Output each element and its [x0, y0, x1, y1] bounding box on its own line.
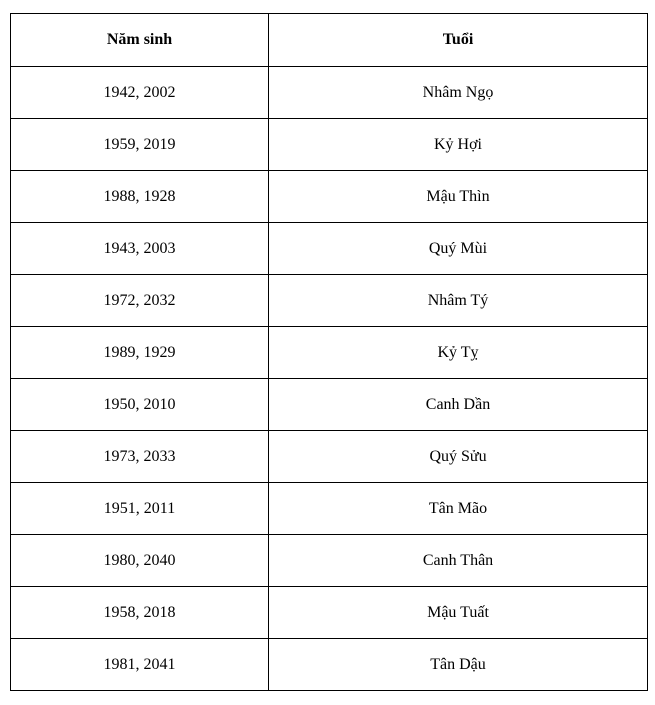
zodiac-cell: Mậu Thìn [269, 171, 648, 223]
zodiac-cell: Quý Mùi [269, 223, 648, 275]
birth-year-cell: 1989, 1929 [11, 327, 269, 379]
table-row [11, 379, 648, 431]
zodiac-cell: Kỷ Hợi [269, 119, 648, 171]
zodiac-cell: Nhâm Tý [269, 275, 648, 327]
table-row [11, 67, 648, 119]
table-header-row [11, 14, 648, 67]
birth-year-cell: 1972, 2032 [11, 275, 269, 327]
birth-year-cell: 1973, 2033 [11, 431, 269, 483]
birth-year-cell: 1951, 2011 [11, 483, 269, 535]
table-row [11, 327, 648, 379]
zodiac-cell: Nhâm Ngọ [269, 67, 648, 119]
header-birth-year: Năm sinh [11, 14, 269, 67]
birth-year-cell: 1981, 2041 [11, 639, 269, 691]
table-row [11, 119, 648, 171]
zodiac-cell: Quý Sửu [269, 431, 648, 483]
birth-year-cell: 1950, 2010 [11, 379, 269, 431]
zodiac-cell: Mậu Tuất [269, 587, 648, 639]
table-row [11, 639, 648, 691]
table-row [11, 483, 648, 535]
table-row [11, 535, 648, 587]
table-row [11, 223, 648, 275]
birth-year-cell: 1959, 2019 [11, 119, 269, 171]
birth-year-cell: 1942, 2002 [11, 67, 269, 119]
birth-year-cell: 1980, 2040 [11, 535, 269, 587]
header-zodiac-age: Tuổi [269, 14, 648, 67]
table-row [11, 275, 648, 327]
zodiac-cell: Tân Dậu [269, 639, 648, 691]
zodiac-cell: Canh Thân [269, 535, 648, 587]
birth-year-cell: 1943, 2003 [11, 223, 269, 275]
birth-year-zodiac-table [10, 13, 648, 691]
table-row [11, 431, 648, 483]
zodiac-cell: Canh Dần [269, 379, 648, 431]
zodiac-cell: Kỷ Tỵ [269, 327, 648, 379]
table-row [11, 171, 648, 223]
birth-year-cell: 1958, 2018 [11, 587, 269, 639]
birth-year-cell: 1988, 1928 [11, 171, 269, 223]
zodiac-cell: Tân Mão [269, 483, 648, 535]
table-row [11, 587, 648, 639]
